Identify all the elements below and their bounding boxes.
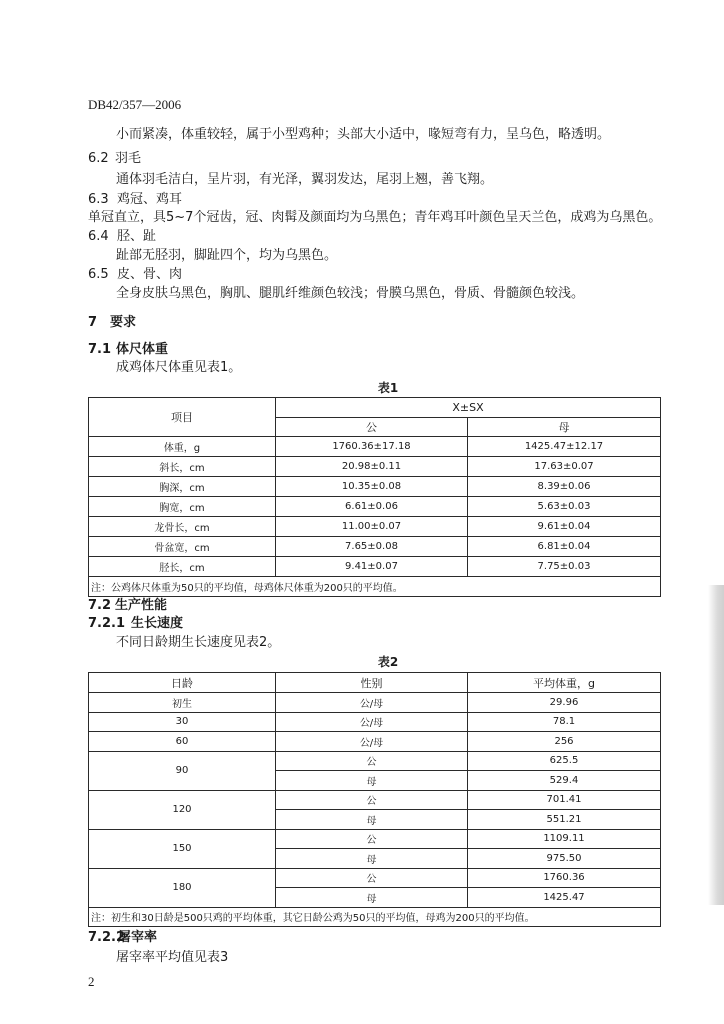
cell-female: 6.81±0.04 [468, 537, 661, 557]
table-1-caption: 表1 [377, 381, 399, 395]
cell-weight: 551.21 [468, 810, 661, 830]
cell-age: 初生 [89, 693, 276, 713]
cell-age: 180 [89, 868, 276, 907]
table-row [89, 457, 661, 477]
cell-weight: 1425.47 [468, 888, 661, 908]
table-2 [88, 672, 661, 927]
cell-female: 9.61±0.04 [468, 517, 661, 537]
cell-sex: 母 [276, 771, 468, 791]
table-row [89, 732, 661, 752]
page-number: 2 [88, 974, 95, 989]
table-row [89, 693, 661, 713]
cell-male: 9.41±0.07 [276, 557, 468, 577]
col-header-item: 项目 [89, 398, 276, 437]
heading-number: 7.1 [88, 342, 112, 357]
cell-sex: 母 [276, 810, 468, 830]
cell-weight: 529.4 [468, 771, 661, 791]
cell-weight: 256 [468, 732, 661, 752]
heading-number: 6.4 [88, 229, 109, 244]
col-header-age: 日龄 [89, 673, 276, 693]
heading-6-4 [88, 229, 156, 245]
cell-age: 30 [89, 712, 276, 732]
cell-weight: 625.5 [468, 751, 661, 771]
heading-7-2-1 [88, 616, 183, 632]
paragraph-6-3-body: 单冠直立，具5~7个冠齿，冠、肉髯及颜面均为乌黑色；青年鸡耳叶颜色呈天兰色，成鸡为乌黑色。 [88, 210, 662, 225]
cell-weight: 1109.11 [468, 829, 661, 849]
col-header-sex: 性别 [276, 673, 468, 693]
cell-male: 20.98±0.11 [276, 457, 468, 477]
cell-item: 体重，g [89, 437, 276, 457]
paragraph-6-2-body: 通体羽毛洁白，呈片羽，有光泽，翼羽发达，尾羽上翘，善飞翔。 [116, 172, 494, 187]
cell-age: 60 [89, 732, 276, 752]
cell-female: 7.75±0.03 [468, 557, 661, 577]
heading-number: 7.2 [88, 598, 112, 613]
heading-title: 胫、趾 [117, 229, 157, 244]
cell-age: 150 [89, 829, 276, 868]
paragraph-6-5-body: 全身皮肤乌黑色，胸肌、腿肌纤维颜色较浅；骨膜乌黑色，骨质、骨髓颜色较浅。 [116, 286, 585, 301]
heading-title: 鸡冠、鸡耳 [117, 192, 183, 207]
cell-sex: 公 [276, 829, 468, 849]
cell-weight: 975.50 [468, 849, 661, 869]
heading-7 [88, 315, 136, 331]
cell-sex: 母 [276, 888, 468, 908]
table-row [89, 751, 661, 771]
heading-7-2-2 [88, 930, 157, 946]
table-row [89, 868, 661, 888]
cell-male: 7.65±0.08 [276, 537, 468, 557]
cell-item: 龙骨长，cm [89, 517, 276, 537]
col-header-male: 公 [276, 418, 468, 437]
table-row [89, 437, 661, 457]
paragraph-7-1-body: 成鸡体尺体重见表1。 [116, 360, 242, 375]
paragraph-6-4-body: 趾部无胫羽，脚趾四个，均为乌黑色。 [116, 248, 338, 263]
heading-number: 7.2.2 [88, 930, 126, 945]
cell-female: 5.63±0.03 [468, 497, 661, 517]
table-1 [88, 397, 661, 597]
cell-sex: 公/母 [276, 693, 468, 713]
cell-age: 120 [89, 790, 276, 829]
table-row [89, 712, 661, 732]
table-row [89, 829, 661, 849]
heading-title: 生产性能 [115, 598, 168, 613]
heading-title: 屠宰率 [118, 930, 158, 945]
heading-title: 要求 [110, 315, 137, 330]
heading-6-5 [88, 267, 182, 283]
cell-male: 10.35±0.08 [276, 477, 468, 497]
paragraph-6-1-body: 小而紧凑，体重较轻，属于小型鸡种；头部大小适中，喙短弯有力，呈乌色，略透明。 [116, 127, 611, 142]
cell-sex: 公/母 [276, 732, 468, 752]
table-2-caption: 表2 [377, 655, 399, 669]
heading-6-2 [88, 151, 141, 167]
scan-edge-shadow [708, 585, 724, 905]
table-row [89, 497, 661, 517]
cell-female: 8.39±0.06 [468, 477, 661, 497]
cell-weight: 78.1 [468, 712, 661, 732]
heading-number: 7.2.1 [88, 616, 126, 631]
cell-item: 胸深，cm [89, 477, 276, 497]
cell-sex: 公 [276, 868, 468, 888]
cell-item: 骨盆宽，cm [89, 537, 276, 557]
cell-sex: 母 [276, 849, 468, 869]
table-row [89, 790, 661, 810]
cell-sex: 公/母 [276, 712, 468, 732]
cell-age: 90 [89, 751, 276, 790]
heading-title: 皮、骨、肉 [117, 267, 183, 282]
cell-item: 胸宽，cm [89, 497, 276, 517]
heading-6-3 [88, 192, 182, 208]
heading-title: 羽毛 [115, 151, 142, 166]
cell-male: 11.00±0.07 [276, 517, 468, 537]
cell-female: 17.63±0.07 [468, 457, 661, 477]
col-header-stat: X±SX [276, 398, 661, 418]
cell-male: 1760.36±17.18 [276, 437, 468, 457]
cell-male: 6.61±0.06 [276, 497, 468, 517]
cell-sex: 公 [276, 751, 468, 771]
table-1-note: 注：公鸡体尺体重为50只的平均值，母鸡体尺体重为200只的平均值。 [89, 577, 661, 597]
col-header-weight: 平均体重，g [468, 673, 661, 693]
cell-female: 1425.47±12.17 [468, 437, 661, 457]
heading-number: 6.2 [88, 151, 109, 166]
heading-title: 体尺体重 [116, 342, 169, 357]
table-row [89, 477, 661, 497]
cell-weight: 29.96 [468, 693, 661, 713]
heading-number: 6.3 [88, 192, 109, 207]
heading-title: 生长速度 [131, 616, 184, 631]
cell-weight: 1760.36 [468, 868, 661, 888]
col-header-female: 母 [468, 418, 661, 437]
table-row [89, 557, 661, 577]
paragraph-7-2-2-body: 屠宰率平均值见表3 [116, 950, 229, 965]
paragraph-7-2-1-body: 不同日龄期生长速度见表2。 [116, 635, 281, 650]
cell-weight: 701.41 [468, 790, 661, 810]
table-row [89, 537, 661, 557]
cell-sex: 公 [276, 790, 468, 810]
document-code: DB42/357—2006 [88, 97, 182, 112]
heading-number: 7 [88, 315, 98, 330]
heading-number: 6.5 [88, 267, 109, 282]
table-row [89, 517, 661, 537]
heading-7-1 [88, 342, 168, 358]
heading-7-2 [88, 598, 167, 614]
cell-item: 斜长，cm [89, 457, 276, 477]
table-2-note: 注：初生和30日龄是500只鸡的平均体重，其它日龄公鸡为50只的平均值，母鸡为200只的平均值。 [89, 907, 661, 927]
cell-item: 胫长，cm [89, 557, 276, 577]
